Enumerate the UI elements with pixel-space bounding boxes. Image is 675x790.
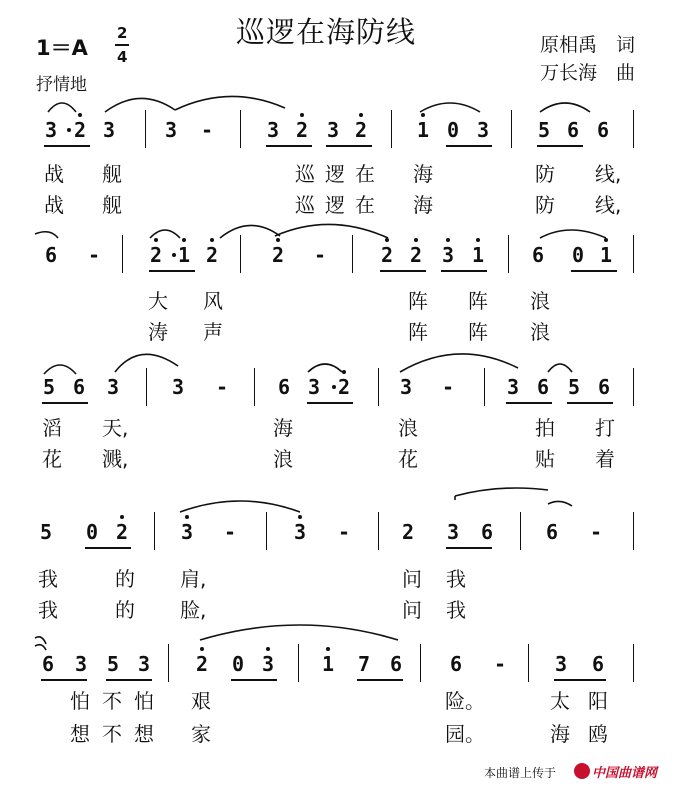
- note: 3: [172, 375, 185, 399]
- lyric: 天,: [102, 416, 129, 440]
- lyric: 在: [355, 162, 375, 186]
- lyric: 浪: [530, 320, 550, 344]
- lyric: 阵: [408, 289, 428, 313]
- lyric: 逻: [325, 162, 345, 186]
- barline: [633, 368, 634, 406]
- high-octave-dot: [185, 515, 189, 519]
- beam: [44, 145, 90, 147]
- note: 2: [381, 243, 394, 267]
- note: 3: [45, 118, 58, 142]
- beam: [266, 145, 312, 147]
- note: 2: [410, 243, 423, 267]
- note: 3: [308, 375, 321, 399]
- lyric: 的: [115, 567, 135, 591]
- lyric: 拍: [535, 416, 555, 440]
- note: 2: [272, 243, 285, 267]
- lyric: 舰: [102, 193, 122, 217]
- note: 3: [507, 375, 520, 399]
- expression-marking: 抒情地: [36, 75, 87, 95]
- high-octave-dot: [385, 238, 389, 242]
- high-octave-dot: [266, 647, 270, 651]
- lyric: 防: [535, 193, 555, 217]
- lyric: 海: [413, 162, 433, 186]
- note: 6: [450, 652, 463, 676]
- barline: [378, 368, 379, 406]
- note: 6: [390, 652, 403, 676]
- high-octave-dot: [446, 238, 450, 242]
- barline: [528, 644, 529, 682]
- barline: [254, 368, 255, 406]
- beam: [149, 270, 195, 272]
- high-octave-dot: [604, 238, 608, 242]
- lyric: 线,: [595, 162, 622, 186]
- note: 1: [322, 652, 335, 676]
- key-signature: 1＝A: [36, 36, 88, 60]
- barline: [352, 235, 353, 273]
- note: 3: [107, 375, 120, 399]
- dash: -: [88, 243, 101, 267]
- barline: [633, 235, 634, 273]
- dash: -: [442, 375, 455, 399]
- beam: [446, 547, 492, 549]
- note: 3: [442, 243, 455, 267]
- rhythm-dot: [332, 385, 336, 389]
- dash: -: [224, 520, 237, 544]
- beam: [446, 145, 492, 147]
- dash: -: [201, 118, 214, 142]
- note: 0: [572, 243, 585, 267]
- lyric: 我: [446, 567, 466, 591]
- note: 5: [107, 652, 120, 676]
- lyric: 脸,: [180, 598, 207, 622]
- lyric: 风: [203, 289, 223, 313]
- lyric: 海: [550, 722, 570, 746]
- note: 0: [447, 118, 460, 142]
- lyric: 不: [102, 689, 122, 713]
- high-octave-dot: [421, 113, 425, 117]
- lyric: 滔: [42, 416, 62, 440]
- note: 1: [178, 243, 191, 267]
- note: 6: [567, 118, 580, 142]
- high-octave-dot: [476, 238, 480, 242]
- note: 3: [477, 118, 490, 142]
- lyric: 阳: [588, 689, 608, 713]
- note: 0: [232, 652, 245, 676]
- note: 6: [592, 652, 605, 676]
- lyric: 战: [44, 162, 64, 186]
- high-octave-dot: [326, 647, 330, 651]
- barline: [240, 110, 241, 148]
- note: 3: [75, 652, 88, 676]
- barline: [420, 644, 421, 682]
- high-octave-dot: [120, 515, 124, 519]
- site-name-link[interactable]: 中国曲谱网: [592, 766, 658, 781]
- note: 2: [296, 118, 309, 142]
- lyric: 海: [413, 193, 433, 217]
- lyric: 不: [102, 722, 122, 746]
- high-octave-dot: [298, 515, 302, 519]
- note: 6: [546, 520, 559, 544]
- high-octave-dot: [200, 647, 204, 651]
- high-octave-dot: [300, 113, 304, 117]
- note: 3: [262, 652, 275, 676]
- lyric: 逻: [325, 193, 345, 217]
- high-octave-dot: [182, 238, 186, 242]
- note: 3: [267, 118, 280, 142]
- note: 3: [181, 520, 194, 544]
- beam: [567, 402, 613, 404]
- note: 2: [196, 652, 209, 676]
- note: 3: [400, 375, 413, 399]
- note: 2: [74, 118, 87, 142]
- note: 5: [43, 375, 56, 399]
- beam: [380, 270, 426, 272]
- lyric: 阵: [408, 320, 428, 344]
- barline: [154, 512, 155, 550]
- high-octave-dot: [78, 113, 82, 117]
- note: 3: [165, 118, 178, 142]
- lyric: 防: [535, 162, 555, 186]
- lyric: 怕: [70, 689, 90, 713]
- lyric: 我: [446, 598, 466, 622]
- barline: [633, 512, 634, 550]
- lyric: 巡: [295, 162, 315, 186]
- lyric: 问: [402, 567, 422, 591]
- note: 2: [338, 375, 351, 399]
- lyric: 园。: [445, 722, 485, 746]
- lyric: 肩,: [180, 567, 207, 591]
- lyric: 战: [44, 193, 64, 217]
- note: 6: [597, 118, 610, 142]
- dash: -: [590, 520, 603, 544]
- note: 6: [598, 375, 611, 399]
- lyric: 险。: [445, 689, 485, 713]
- barline: [508, 235, 509, 273]
- note: 2: [150, 243, 163, 267]
- note: 3: [103, 118, 116, 142]
- time-signature-bar: [115, 44, 129, 46]
- high-octave-dot: [342, 370, 346, 374]
- beam: [537, 145, 583, 147]
- lyric: 花: [42, 447, 62, 471]
- note: 2: [355, 118, 368, 142]
- note: 6: [45, 243, 58, 267]
- beam: [571, 270, 617, 272]
- note: 6: [73, 375, 86, 399]
- song-title: 巡逻在海防线: [236, 15, 417, 49]
- dash: -: [338, 520, 351, 544]
- beam: [106, 679, 152, 681]
- lyric: 想: [70, 722, 90, 746]
- note: 3: [138, 652, 151, 676]
- barline: [484, 368, 485, 406]
- lyric: 阵: [468, 320, 488, 344]
- lyric: 浪: [530, 289, 550, 313]
- note: 1: [417, 118, 430, 142]
- barline: [266, 512, 267, 550]
- note: 3: [327, 118, 340, 142]
- lyric: 我: [38, 567, 58, 591]
- note: 1: [472, 243, 485, 267]
- lyric: 的: [115, 598, 135, 622]
- note: 3: [447, 520, 460, 544]
- time-signature-numerator: 2: [117, 24, 128, 42]
- barline: [122, 235, 123, 273]
- lyric: 鸥: [588, 722, 608, 746]
- high-octave-dot: [276, 238, 280, 242]
- lyric: 溅,: [102, 447, 129, 471]
- lyric: 阵: [468, 289, 488, 313]
- beam: [41, 679, 87, 681]
- note: 2: [402, 520, 415, 544]
- lyric: 声: [203, 320, 223, 344]
- lyric: 海: [273, 416, 293, 440]
- note: 6: [278, 375, 291, 399]
- beam: [326, 145, 372, 147]
- barline: [240, 235, 241, 273]
- barline: [511, 110, 512, 148]
- lyric: 大: [148, 289, 168, 313]
- note: 5: [40, 520, 53, 544]
- note: 2: [206, 243, 219, 267]
- dash: -: [494, 652, 507, 676]
- note: 7: [358, 652, 371, 676]
- composer-credit: 万长海 曲: [540, 62, 636, 84]
- rhythm-dot: [67, 128, 71, 132]
- note: 5: [568, 375, 581, 399]
- note: 3: [294, 520, 307, 544]
- note: 6: [532, 243, 545, 267]
- lyric: 我: [38, 598, 58, 622]
- rhythm-dot: [172, 253, 176, 257]
- barline: [168, 644, 169, 682]
- lyric: 想: [134, 722, 154, 746]
- dash: -: [216, 375, 229, 399]
- note: 3: [555, 652, 568, 676]
- high-octave-dot: [210, 238, 214, 242]
- barline: [520, 512, 521, 550]
- barline: [298, 644, 299, 682]
- beam: [307, 402, 353, 404]
- beam: [554, 679, 606, 681]
- beam: [506, 402, 552, 404]
- lyric: 巡: [295, 193, 315, 217]
- beam: [85, 547, 131, 549]
- note: 6: [42, 652, 55, 676]
- lyric: 打: [595, 416, 615, 440]
- high-octave-dot: [359, 113, 363, 117]
- beam: [357, 679, 403, 681]
- barline: [633, 110, 634, 148]
- lyric: 花: [398, 447, 418, 471]
- high-octave-dot: [414, 238, 418, 242]
- barline: [633, 644, 634, 682]
- upload-note: 本曲谱上传于: [484, 766, 557, 780]
- lyric: 浪: [398, 416, 418, 440]
- dash: -: [314, 243, 327, 267]
- site-logo-icon: [574, 763, 590, 779]
- lyric: 涛: [148, 320, 168, 344]
- note: 2: [116, 520, 129, 544]
- lyric: 贴: [535, 447, 555, 471]
- lyric: 怕: [134, 689, 154, 713]
- note: 5: [538, 118, 551, 142]
- beam: [231, 679, 277, 681]
- beam: [441, 270, 487, 272]
- time-signature-denominator: 4: [117, 48, 128, 66]
- lyric: 着: [595, 447, 615, 471]
- high-octave-dot: [154, 238, 158, 242]
- lyric: 舰: [102, 162, 122, 186]
- lyric: 家: [191, 722, 211, 746]
- lyric: 线,: [595, 193, 622, 217]
- lyric: 在: [355, 193, 375, 217]
- barline: [391, 110, 392, 148]
- barline: [146, 368, 147, 406]
- barline: [378, 512, 379, 550]
- note: 0: [86, 520, 99, 544]
- note: 6: [537, 375, 550, 399]
- lyric: 太: [550, 689, 570, 713]
- beam: [42, 402, 88, 404]
- note: 6: [481, 520, 494, 544]
- lyric: 艰: [191, 689, 211, 713]
- lyricist-credit: 原相禹 词: [540, 34, 636, 56]
- lyric: 问: [402, 598, 422, 622]
- note: 1: [600, 243, 613, 267]
- barline: [145, 110, 146, 148]
- lyric: 浪: [273, 447, 293, 471]
